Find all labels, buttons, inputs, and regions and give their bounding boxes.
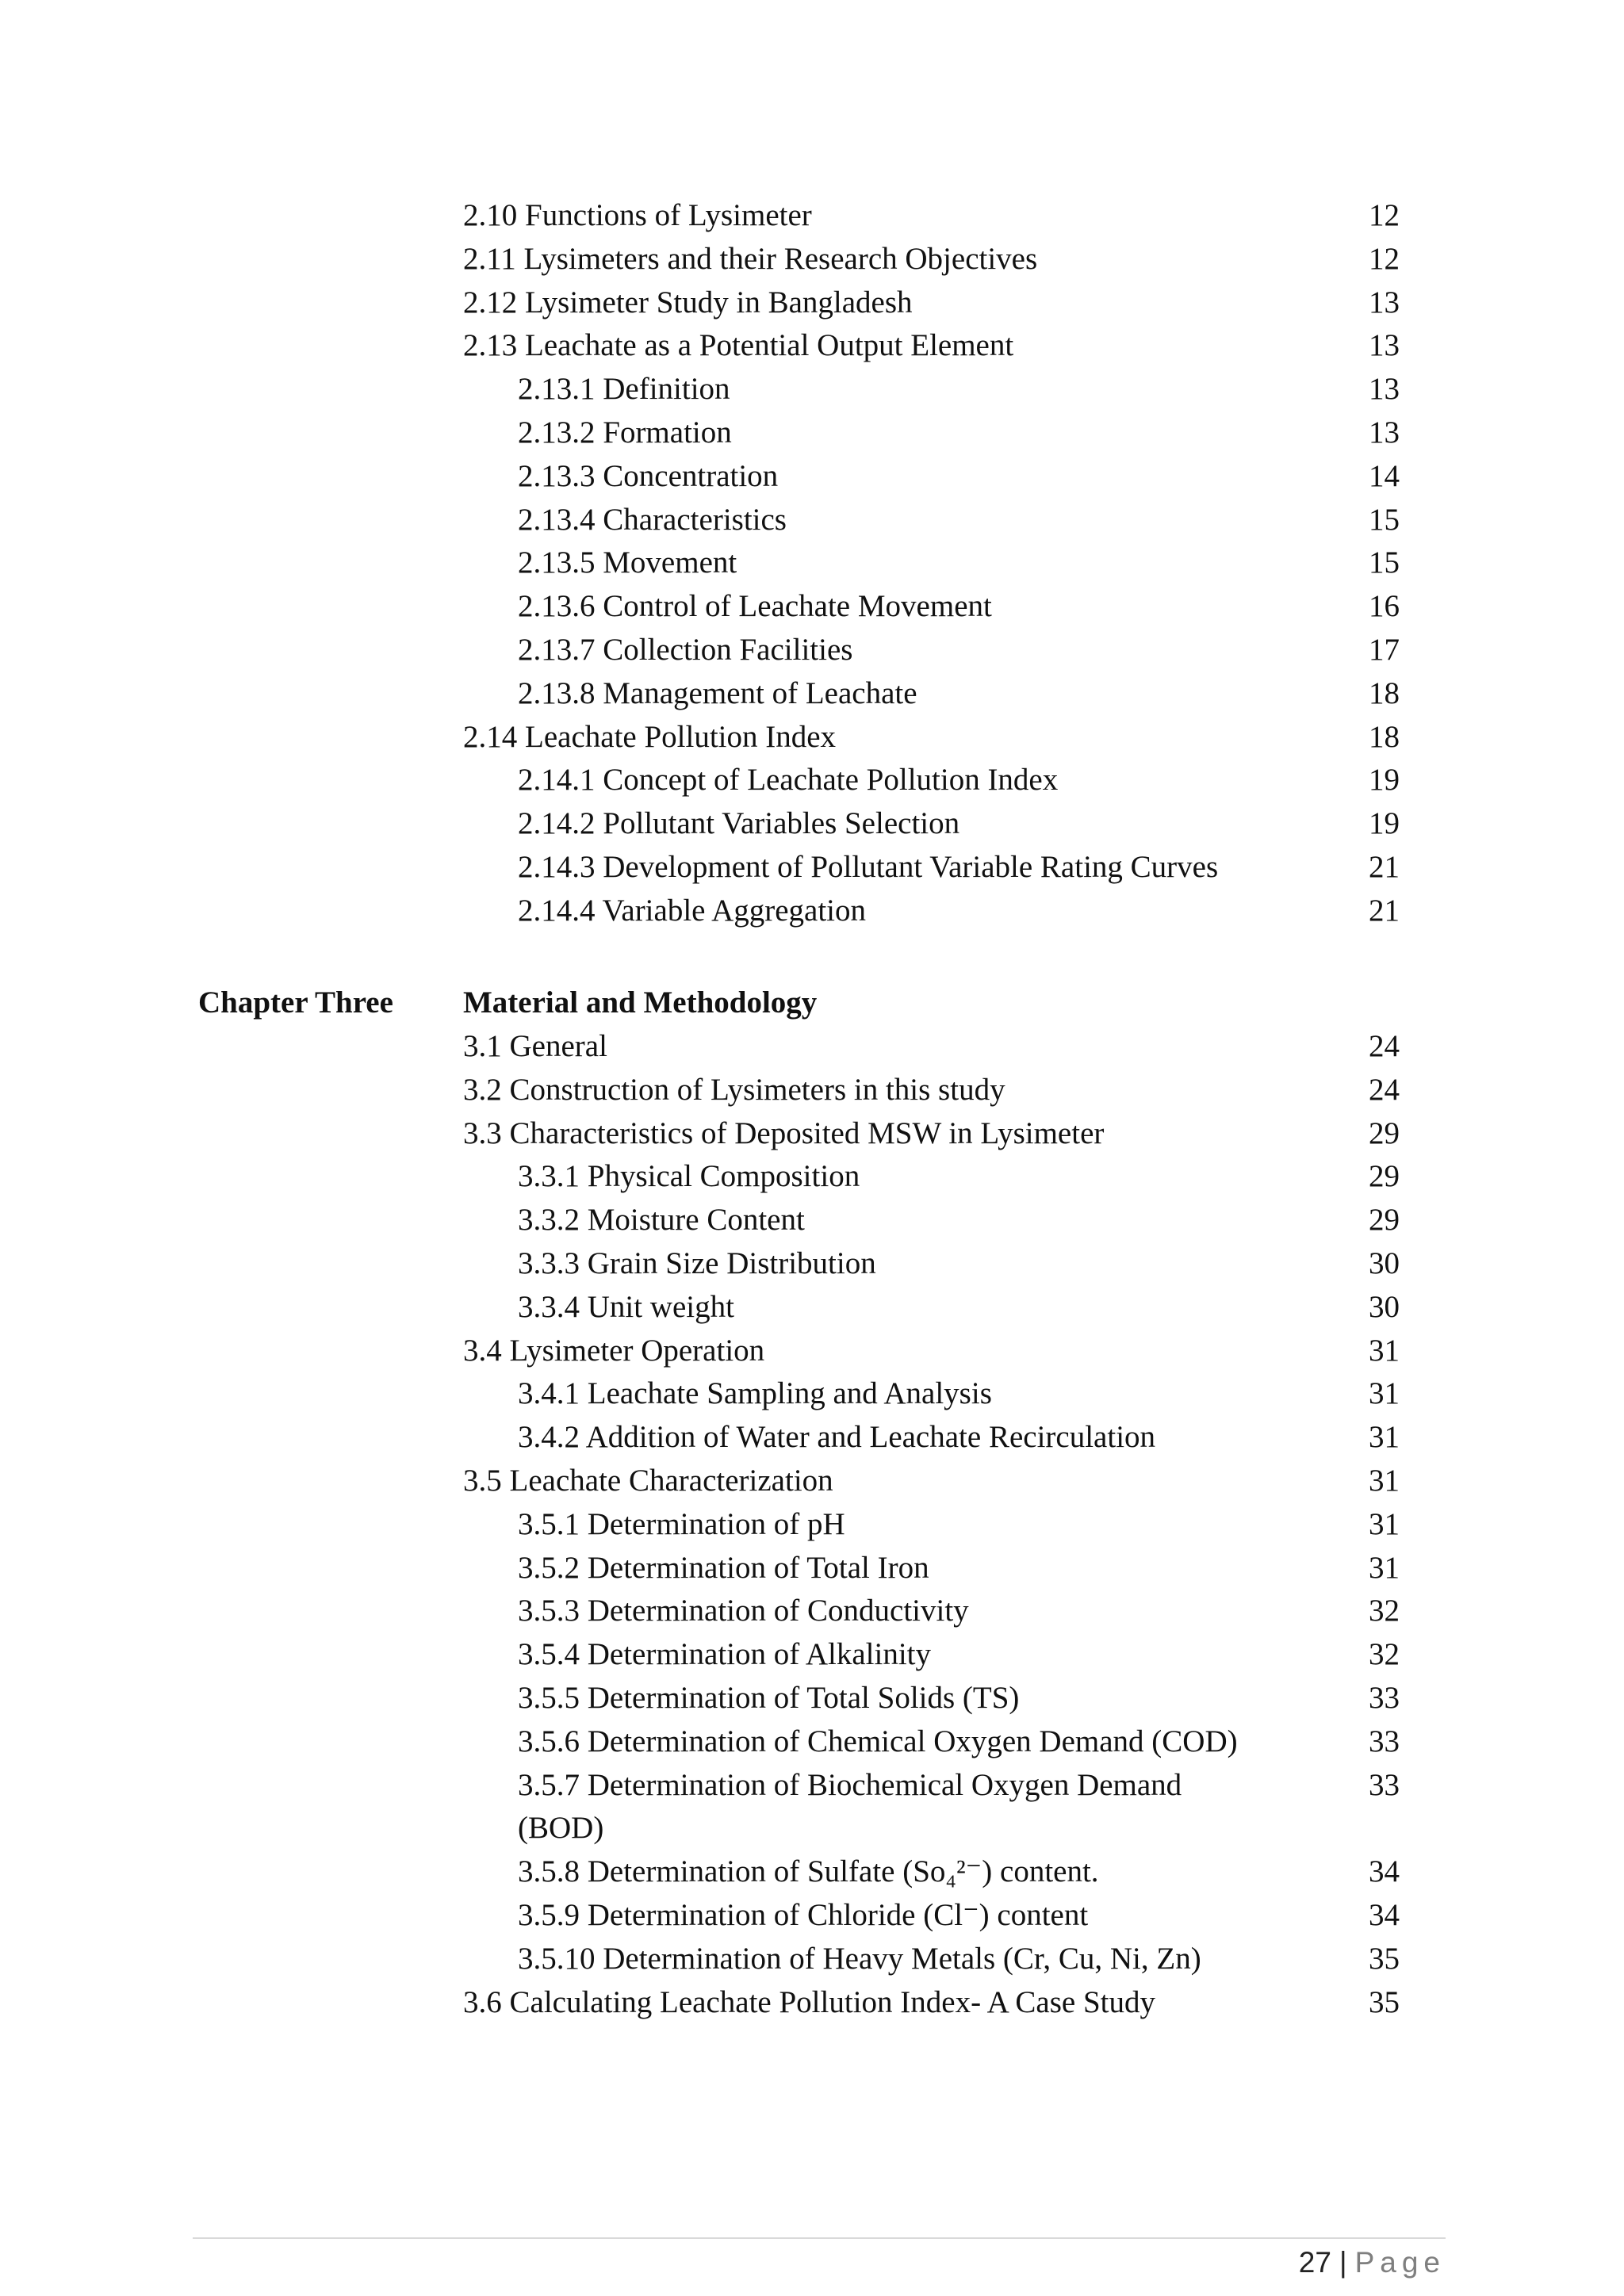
toc-entry bbox=[0, 1198, 1624, 1242]
toc-entry-page-number: 30 bbox=[1369, 1246, 1400, 1280]
toc-entry bbox=[0, 1589, 1624, 1633]
toc-entry-label: 3.3.3 Grain Size Distribution bbox=[518, 1246, 876, 1280]
toc-entry bbox=[0, 1154, 1624, 1199]
toc-entry bbox=[0, 1415, 1624, 1460]
toc-entry-page-number: 31 bbox=[1369, 1333, 1400, 1368]
toc-entry-page-number: 33 bbox=[1369, 1767, 1400, 1802]
toc-entry-label: (BOD) bbox=[518, 1811, 604, 1846]
toc-entry-page-number: 31 bbox=[1369, 1464, 1400, 1498]
toc-entry-page-number: 21 bbox=[1369, 850, 1400, 884]
toc-entry-label: 2.12 Lysimeter Study in Bangladesh bbox=[463, 285, 913, 320]
toc-entry-label: 3.3.1 Physical Composition bbox=[518, 1159, 860, 1194]
toc-entry bbox=[0, 323, 1624, 368]
toc-entry-label: 2.14.3 Development of Pollutant Variable Rating Curves bbox=[518, 850, 1219, 884]
toc-entry-label: 3.4.2 Addition of Water and Leachate Recirculation bbox=[518, 1420, 1156, 1455]
toc-entry-page-number: 21 bbox=[1369, 893, 1400, 928]
toc-entry-page-number: 15 bbox=[1369, 502, 1400, 537]
toc-entry-label: 2.14.1 Concept of Leachate Pollution Index bbox=[518, 763, 1059, 798]
toc-entry-page-number: 31 bbox=[1369, 1376, 1400, 1411]
toc-entry bbox=[0, 845, 1624, 890]
toc-entry bbox=[0, 1632, 1624, 1677]
toc-entry-label: 2.11 Lysimeters and their Research Objectives bbox=[463, 241, 1038, 276]
toc-entry-label: 2.13.8 Management of Leachate bbox=[518, 675, 917, 710]
toc-entry-page-number: 18 bbox=[1369, 719, 1400, 754]
toc-entry bbox=[0, 1937, 1624, 1981]
page-number: 27 bbox=[1298, 2246, 1331, 2279]
chapter-heading-row bbox=[0, 981, 1624, 1025]
toc-entry-page-number: 31 bbox=[1369, 1506, 1400, 1541]
toc-entry-page-number: 16 bbox=[1369, 589, 1400, 624]
toc-entry-page-number: 32 bbox=[1369, 1594, 1400, 1628]
toc-entry bbox=[0, 1893, 1624, 1938]
toc-entry bbox=[0, 628, 1624, 672]
toc-entry bbox=[0, 715, 1624, 760]
toc-entry-label: 2.13.5 Movement bbox=[518, 545, 737, 580]
toc-entry-page-number: 30 bbox=[1369, 1289, 1400, 1324]
toc-entry-label: 2.14.4 Variable Aggregation bbox=[518, 893, 867, 928]
toc-entry bbox=[0, 541, 1624, 585]
toc-entry-label: 3.5.8 Determination of Sulfate (So₄²⁻) content. bbox=[518, 1854, 1099, 1889]
toc-entry-page-number: 13 bbox=[1369, 372, 1400, 407]
toc-entry bbox=[0, 584, 1624, 629]
toc-entry-label: 3.2 Construction of Lysimeters in this study bbox=[463, 1072, 1005, 1107]
toc-entry-page-number: 35 bbox=[1369, 1984, 1400, 2019]
toc-entry bbox=[0, 1068, 1624, 1112]
toc-entry-label: 2.13.2 Formation bbox=[518, 415, 732, 450]
toc-entry-label: 3.5.5 Determination of Total Solids (TS) bbox=[518, 1681, 1020, 1715]
toc-entry-label: 2.13.6 Control of Leachate Movement bbox=[518, 589, 992, 624]
toc-entry-label: 2.13.3 Concentration bbox=[518, 458, 779, 493]
toc-entry-page-number: 13 bbox=[1369, 415, 1400, 450]
toc-entry-page-number: 13 bbox=[1369, 285, 1400, 320]
toc-entry-label: 3.5.9 Determination of Chloride (Cl⁻) content bbox=[518, 1898, 1089, 1932]
toc-entry-page-number: 33 bbox=[1369, 1681, 1400, 1715]
toc-entry-page-number: 34 bbox=[1369, 1854, 1400, 1889]
footer-divider bbox=[193, 2237, 1446, 2239]
toc-entry-page-number: 18 bbox=[1369, 675, 1400, 710]
toc-entry bbox=[0, 193, 1624, 238]
toc-entry bbox=[0, 454, 1624, 499]
toc-entry-page-number: 34 bbox=[1369, 1898, 1400, 1932]
toc-entry-page-number: 32 bbox=[1369, 1637, 1400, 1672]
toc-entry-page-number: 29 bbox=[1369, 1159, 1400, 1194]
toc-entry-page-number: 17 bbox=[1369, 633, 1400, 667]
toc-entry-page-number: 33 bbox=[1369, 1724, 1400, 1758]
toc-entry-label: 2.13 Leachate as a Potential Output Element bbox=[463, 328, 1014, 363]
toc-entry bbox=[0, 1024, 1624, 1069]
chapter-label: Chapter Three bbox=[198, 985, 393, 1020]
toc-entry-page-number: 15 bbox=[1369, 545, 1400, 580]
toc-entry-page-number: 29 bbox=[1369, 1203, 1400, 1238]
toc-entry bbox=[0, 1285, 1624, 1330]
toc-entry-page-number: 19 bbox=[1369, 806, 1400, 841]
toc-entry-label: 3.5.10 Determination of Heavy Metals (Cr, Cu, Ni, Zn) bbox=[518, 1941, 1201, 1976]
toc-entry bbox=[0, 1763, 1624, 1808]
toc-entry-label: 3.3.2 Moisture Content bbox=[518, 1203, 805, 1238]
toc-entry-label: 3.3.4 Unit weight bbox=[518, 1289, 734, 1324]
toc-entry bbox=[0, 1372, 1624, 1416]
toc-entry bbox=[0, 1112, 1624, 1156]
toc-entry bbox=[0, 1329, 1624, 1373]
toc-entry bbox=[0, 889, 1624, 933]
toc-entry-page-number: 31 bbox=[1369, 1550, 1400, 1585]
toc-entry-page-number: 24 bbox=[1369, 1029, 1400, 1063]
toc-entry bbox=[0, 1720, 1624, 1764]
page-word: Page bbox=[1354, 2246, 1446, 2279]
toc-entry-label: 3.4 Lysimeter Operation bbox=[463, 1333, 765, 1368]
toc-entry-label: 3.5.2 Determination of Total Iron bbox=[518, 1550, 929, 1585]
toc-entry-label: 3.4.1 Leachate Sampling and Analysis bbox=[518, 1376, 992, 1411]
toc-entry bbox=[0, 411, 1624, 455]
toc-entry bbox=[0, 1459, 1624, 1503]
toc-entry-label: 2.13.7 Collection Facilities bbox=[518, 633, 853, 667]
toc-entry bbox=[0, 1806, 1624, 1850]
toc-entry-page-number: 13 bbox=[1369, 328, 1400, 363]
toc-entry-page-number: 35 bbox=[1369, 1941, 1400, 1976]
toc-entry-page-number: 12 bbox=[1369, 198, 1400, 232]
toc-entry-label: 3.5.1 Determination of pH bbox=[518, 1506, 845, 1541]
toc-entry bbox=[0, 1980, 1624, 2025]
toc-entry bbox=[0, 1242, 1624, 1286]
toc-entry bbox=[0, 281, 1624, 325]
toc-entry-label: 3.1 General bbox=[463, 1029, 607, 1063]
toc-entry-page-number: 24 bbox=[1369, 1072, 1400, 1107]
page-footer bbox=[1299, 2242, 1446, 2283]
toc-entry bbox=[0, 498, 1624, 542]
toc-entry-label: 3.5.6 Determination of Chemical Oxygen Demand (COD) bbox=[518, 1724, 1238, 1758]
toc-entry-page-number: 31 bbox=[1369, 1420, 1400, 1455]
toc-entry-page-number: 12 bbox=[1369, 241, 1400, 276]
toc-entry bbox=[0, 672, 1624, 716]
toc-entry bbox=[0, 237, 1624, 281]
chapter-title: Material and Methodology bbox=[463, 985, 818, 1020]
toc-entry-label: 2.13.1 Definition bbox=[518, 372, 730, 407]
toc-entry-label: 2.14.2 Pollutant Variables Selection bbox=[518, 806, 960, 841]
toc-entry-label: 3.5.4 Determination of Alkalinity bbox=[518, 1637, 931, 1672]
toc-entry bbox=[0, 1546, 1624, 1590]
toc-entry-page-number: 29 bbox=[1369, 1115, 1400, 1150]
toc-entry-label: 2.13.4 Characteristics bbox=[518, 502, 787, 537]
toc-entry-page-number: 19 bbox=[1369, 763, 1400, 798]
toc-entry-label: 2.14 Leachate Pollution Index bbox=[463, 719, 837, 754]
toc-entry-label: 3.6 Calculating Leachate Pollution Index- A Case Study bbox=[463, 1984, 1156, 2019]
toc-entry bbox=[0, 1502, 1624, 1547]
toc-entry bbox=[0, 1676, 1624, 1720]
toc-entry-label: 3.5.3 Determination of Conductivity bbox=[518, 1594, 969, 1628]
toc-entry bbox=[0, 758, 1624, 802]
footer-separator: | bbox=[1339, 2246, 1347, 2279]
toc-entry-label: 3.3 Characteristics of Deposited MSW in Lysimeter bbox=[463, 1115, 1105, 1150]
toc-entry bbox=[0, 1850, 1624, 1894]
toc-entry bbox=[0, 367, 1624, 411]
toc-entry-label: 3.5 Leachate Characterization bbox=[463, 1464, 833, 1498]
toc-entry bbox=[0, 802, 1624, 846]
toc-entry-label: 2.10 Functions of Lysimeter bbox=[463, 198, 812, 232]
toc-entry-page-number: 14 bbox=[1369, 458, 1400, 493]
toc-entry-label: 3.5.7 Determination of Biochemical Oxygen Demand bbox=[518, 1767, 1182, 1802]
